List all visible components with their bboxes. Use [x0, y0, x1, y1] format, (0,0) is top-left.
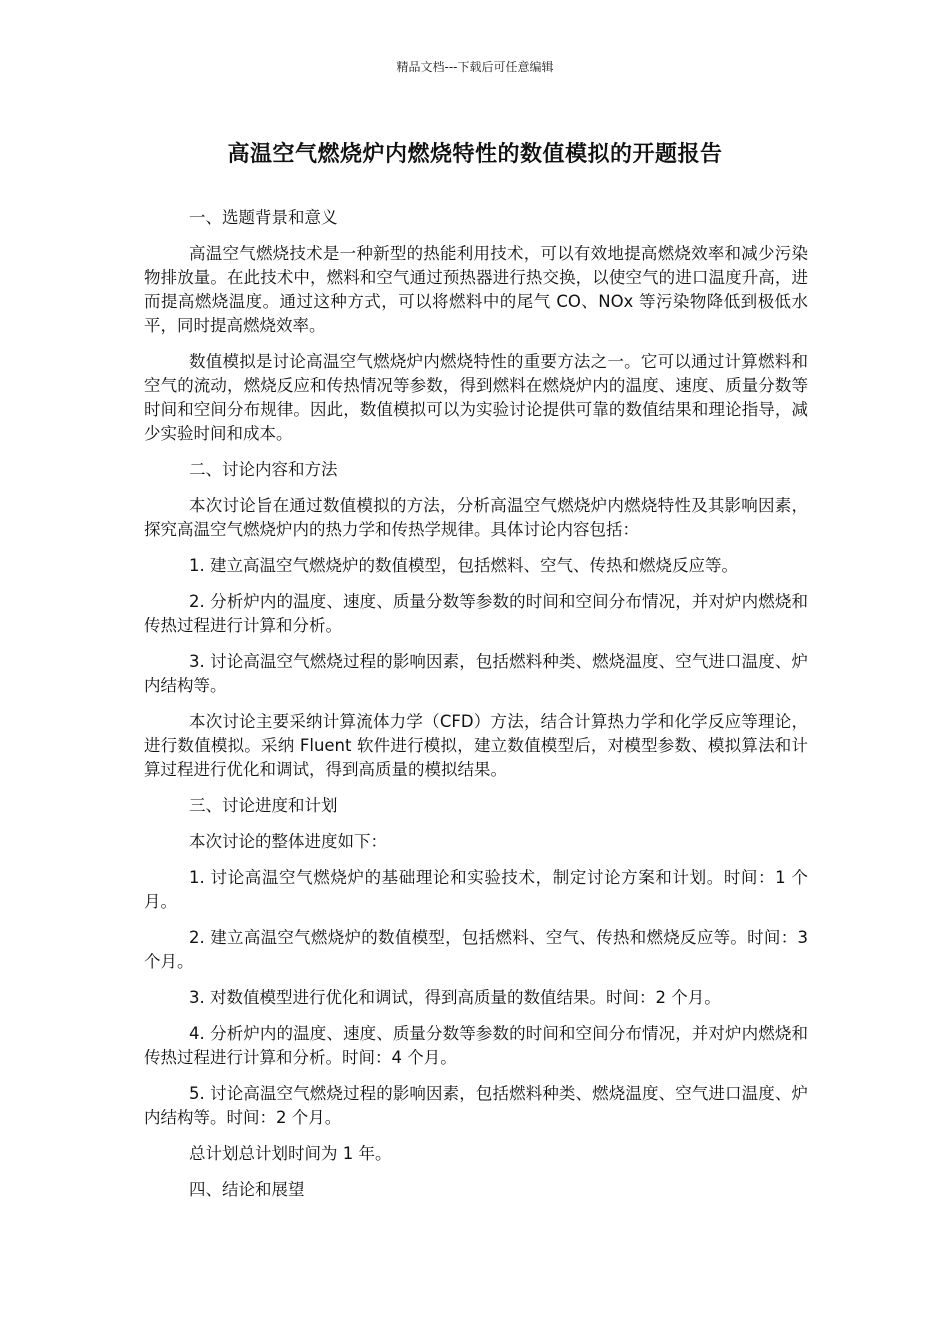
header-note: 精品文档---下载后可任意编辑 [396, 60, 554, 74]
list-item-schedule-3: 3. 对数值模型进行优化和调试，得到高质量的数值结果。时间：2 个月。 [189, 988, 721, 1007]
paragraph-schedule-intro: 本次讨论的整体进度如下： [189, 832, 387, 851]
list-item-schedule-1: 1. 讨论高温空气燃烧炉的基础理论和实验技术，制定讨论方案和计划。时间：1 个月。 [144, 868, 808, 911]
section-heading-conclusion: 四、结论和展望 [189, 1180, 305, 1199]
paragraph-background-1: 高温空气燃烧技术是一种新型的热能利用技术，可以有效地提高燃烧效率和减少污染物排放量。在此技术中，燃料和空气通过预热器进行热交换，以使空气的进口温度升高，进而提高燃烧温度。通过这种方式，可以将燃料中的尾气 CO、NOx 等污染物降低到极低水平，同时提高燃烧效率。 [144, 244, 808, 335]
list-item-content-3: 3. 讨论高温空气燃烧过程的影响因素，包括燃料种类、燃烧温度、空气进口温度、炉内结构等。 [144, 652, 808, 695]
list-item-content-1: 1. 建立高温空气燃烧炉的数值模型，包括燃料、空气、传热和燃烧反应等。 [189, 556, 738, 575]
paragraph-background-2: 数值模拟是讨论高温空气燃烧炉内燃烧特性的重要方法之一。它可以通过计算燃料和空气的流动，燃烧反应和传热情况等参数，得到燃料在燃烧炉内的温度、速度、质量分数等时间和空间分布规律。因此，数值模拟可以为实验讨论提供可靠的数值结果和理论指导，减少实验时间和成本。 [144, 352, 808, 443]
list-item-schedule-4: 4. 分析炉内的温度、速度、质量分数等参数的时间和空间分布情况，并对炉内燃烧和传热过程进行计算和分析。时间：4 个月。 [144, 1024, 808, 1067]
document-body [144, 206, 808, 1214]
paragraph-schedule-total: 总计划总计划时间为 1 年。 [189, 1144, 392, 1163]
section-heading-schedule: 三、讨论进度和计划 [189, 796, 338, 815]
section-heading-content-methods: 二、讨论内容和方法 [189, 460, 338, 479]
section-heading-background: 一、选题背景和意义 [189, 208, 338, 227]
list-item-content-2: 2. 分析炉内的温度、速度、质量分数等参数的时间和空间分布情况，并对炉内燃烧和传热过程进行计算和分析。 [144, 592, 808, 635]
paragraph-methods: 本次讨论主要采纳计算流体力学（CFD）方法，结合计算热力学和化学反应等理论，进行数值模拟。采纳 Fluent 软件进行模拟，建立数值模型后，对模型参数、模拟算法和计算过程进行优化和调试，得到高质量的模拟结果。 [144, 712, 808, 779]
paragraph-content-intro: 本次讨论旨在通过数值模拟的方法，分析高温空气燃烧炉内燃烧特性及其影响因素，探究高温空气燃烧炉内的热力学和传热学规律。具体讨论内容包括： [144, 496, 808, 539]
list-item-schedule-2: 2. 建立高温空气燃烧炉的数值模型，包括燃料、空气、传热和燃烧反应等。时间：3 个月。 [144, 928, 808, 971]
list-item-schedule-5: 5. 讨论高温空气燃烧过程的影响因素，包括燃料种类、燃烧温度、空气进口温度、炉内结构等。时间：2 个月。 [144, 1084, 808, 1127]
document-title: 高温空气燃烧炉内燃烧特性的数值模拟的开题报告 [227, 142, 723, 167]
